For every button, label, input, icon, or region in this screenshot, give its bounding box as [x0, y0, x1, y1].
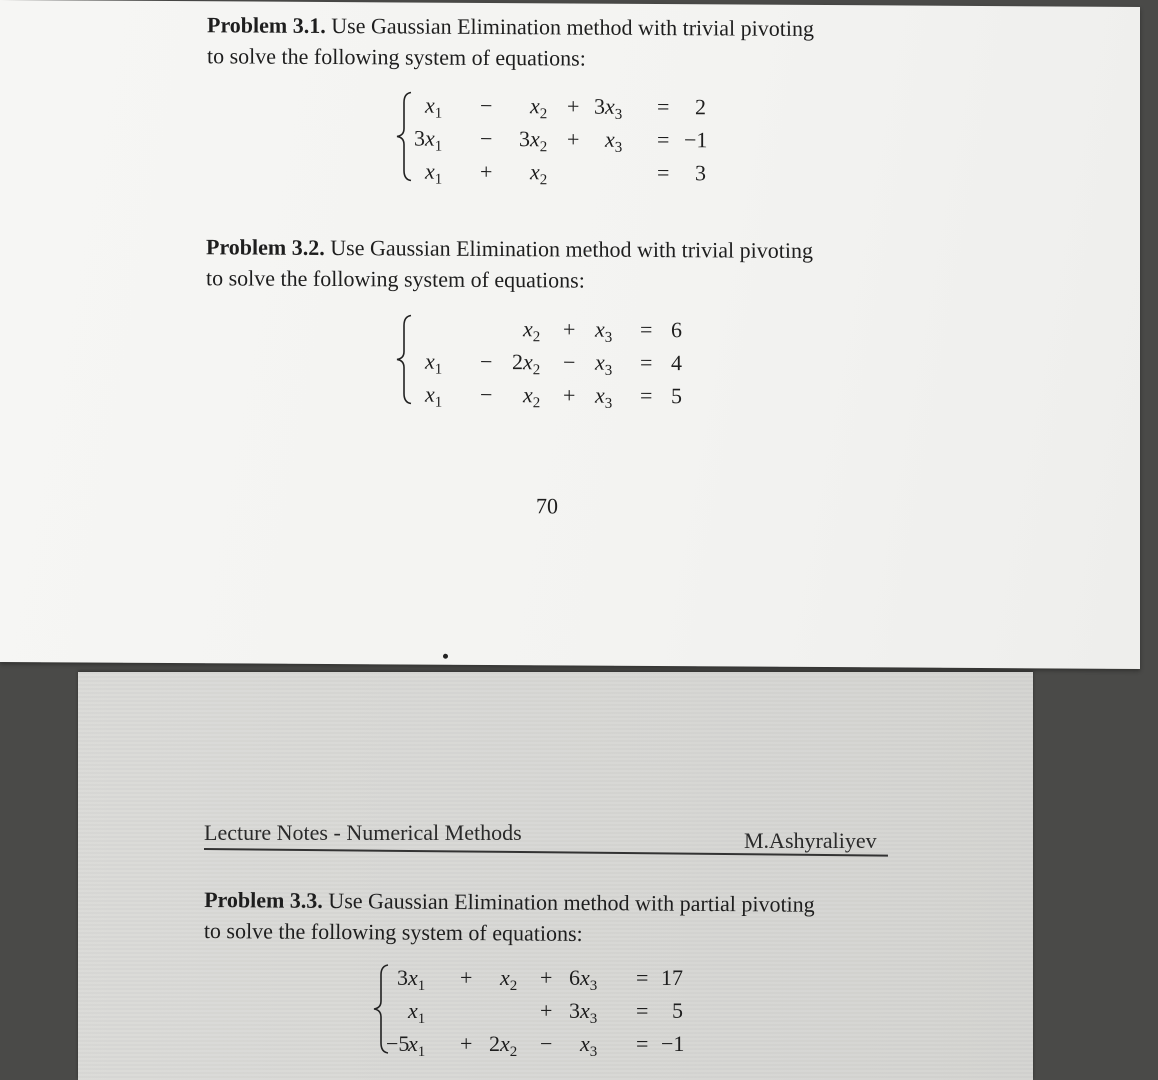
variable-x1 — [425, 159, 442, 189]
dust-speck — [443, 654, 448, 659]
variable-letter: x — [523, 382, 533, 408]
coefficient: 3 — [414, 125, 425, 151]
operator: + — [563, 382, 576, 408]
variable-letter: x — [530, 159, 540, 185]
operator: − — [480, 381, 493, 408]
operator: − — [480, 92, 493, 119]
variable-letter: x — [595, 382, 605, 408]
variable-x2 — [523, 382, 540, 412]
variable-subscript: 2 — [539, 106, 548, 123]
operator: + — [567, 93, 580, 119]
variable-subscript: 2 — [509, 1044, 518, 1060]
variable-subscript: 1 — [434, 171, 443, 188]
variable-letter: x — [530, 126, 540, 152]
variable-x2 — [530, 93, 547, 123]
variable-letter: x — [425, 348, 435, 374]
problem-3-1-equation-system — [395, 90, 725, 192]
variable-x2 — [523, 316, 540, 346]
right-hand-side: −1 — [684, 127, 708, 153]
operator: − — [563, 349, 576, 375]
variable-subscript: 3 — [589, 978, 598, 994]
right-hand-side: 5 — [671, 383, 682, 409]
variable-subscript: 1 — [434, 361, 443, 378]
variable-letter: x — [408, 965, 418, 990]
variable-letter: x — [580, 965, 590, 990]
equation-row — [395, 158, 725, 190]
equation-row — [395, 92, 725, 124]
variable-x3 — [580, 965, 597, 995]
variable-subscript: 3 — [589, 1011, 598, 1027]
running-header-right: M.Ashyraliyev — [744, 828, 877, 853]
right-hand-side: 2 — [695, 94, 706, 120]
variable-subscript: 3 — [604, 362, 613, 379]
problem-3-3-equation-system — [372, 963, 712, 1063]
variable-x3 — [605, 127, 622, 157]
variable-subscript: 2 — [509, 978, 518, 994]
variable-subscript: 2 — [532, 395, 541, 412]
equation-row — [395, 125, 725, 157]
variable-subscript: 3 — [614, 139, 623, 156]
equation-row — [372, 998, 712, 1028]
variable-x2 — [500, 965, 517, 995]
variable-subscript: 2 — [532, 329, 541, 346]
variable-subscript: 3 — [614, 106, 623, 123]
operator: + — [563, 316, 576, 342]
coefficient: −5 — [386, 1031, 410, 1056]
document-page-71 — [78, 672, 1033, 1080]
equation-row — [372, 1031, 712, 1061]
problem-3-3-heading: Problem 3.3. — [204, 887, 323, 913]
variable-letter: x — [595, 316, 605, 342]
problem-3-1-line2: to solve the following system of equations: — [207, 43, 586, 71]
equation-row — [395, 315, 695, 347]
variable-x1 — [408, 965, 425, 995]
coefficient: 6 — [569, 965, 580, 990]
variable-subscript: 3 — [604, 395, 613, 412]
variable-letter: x — [523, 316, 533, 342]
problem-3-3-statement — [204, 884, 815, 951]
variable-letter: x — [425, 125, 435, 151]
variable-letter: x — [605, 126, 615, 152]
variable-x3 — [580, 998, 597, 1028]
variable-x2 — [500, 1031, 517, 1061]
right-hand-side: 4 — [671, 350, 682, 376]
equals-sign: = — [636, 1031, 649, 1056]
problem-3-2-heading: Problem 3.2. — [206, 234, 325, 260]
right-hand-side: 17 — [661, 965, 683, 990]
variable-subscript: 3 — [604, 329, 613, 346]
variable-x2 — [530, 126, 547, 156]
coefficient: 2 — [512, 349, 523, 375]
problem-3-3-line1: Use Gaussian Elimination method with partial pivoting — [328, 887, 815, 917]
variable-subscript: 1 — [417, 1044, 426, 1060]
variable-letter: x — [500, 965, 510, 990]
equals-sign: = — [636, 965, 649, 990]
coefficient: 3 — [594, 93, 605, 119]
problem-3-3-line2: to solve the following system of equations: — [203, 917, 583, 946]
page-number: 70 — [536, 493, 558, 519]
coefficient: 3 — [519, 126, 530, 152]
operator: + — [540, 965, 553, 990]
problem-3-1-line1: Use Gaussian Elimination method with trivial pivoting — [331, 13, 814, 41]
variable-subscript: 1 — [417, 1011, 426, 1027]
problem-3-1-heading: Problem 3.1. — [207, 12, 326, 38]
variable-letter: x — [500, 1031, 510, 1056]
equals-sign: = — [640, 316, 653, 342]
variable-subscript: 2 — [539, 139, 548, 156]
variable-subscript: 1 — [417, 978, 426, 994]
operator: + — [540, 998, 553, 1023]
operator: − — [540, 1031, 553, 1056]
variable-x1 — [425, 349, 442, 379]
variable-subscript: 2 — [532, 362, 541, 379]
variable-subscript: 1 — [434, 138, 443, 155]
variable-letter: x — [425, 158, 435, 184]
variable-x1 — [425, 93, 442, 123]
operator: + — [480, 158, 493, 185]
variable-letter: x — [425, 92, 435, 118]
variable-subscript: 3 — [589, 1044, 598, 1060]
variable-x1 — [425, 382, 442, 412]
problem-3-2-line2: to solve the following system of equations: — [206, 265, 585, 293]
equation-row — [395, 381, 695, 413]
right-hand-side: 6 — [671, 317, 682, 343]
equals-sign: = — [640, 382, 653, 408]
right-hand-side: −1 — [661, 1031, 685, 1056]
right-hand-side: 5 — [672, 998, 683, 1023]
variable-letter: x — [580, 1031, 590, 1056]
problem-3-2-statement — [206, 231, 813, 297]
variable-x2 — [530, 159, 547, 189]
variable-x2 — [523, 349, 540, 379]
coefficient: 3 — [397, 965, 408, 990]
variable-letter: x — [580, 998, 590, 1023]
operator: − — [480, 348, 493, 375]
variable-subscript: 1 — [434, 105, 443, 122]
operator: + — [460, 1031, 473, 1056]
coefficient: 3 — [569, 998, 580, 1023]
variable-letter: x — [523, 349, 533, 375]
equals-sign: = — [657, 160, 670, 186]
variable-letter: x — [408, 998, 418, 1023]
variable-subscript: 1 — [434, 394, 443, 411]
variable-letter: x — [425, 381, 435, 407]
equals-sign: = — [640, 349, 653, 375]
variable-x3 — [580, 1031, 597, 1061]
variable-letter: x — [408, 1031, 418, 1056]
variable-x3 — [595, 350, 612, 380]
variable-letter: x — [530, 93, 540, 119]
operator: − — [480, 125, 493, 152]
operator: + — [460, 965, 473, 990]
coefficient: 2 — [489, 1031, 500, 1056]
variable-letter: x — [605, 93, 615, 119]
running-header-left: Lecture Notes - Numerical Methods — [204, 820, 522, 845]
variable-x1 — [425, 126, 442, 156]
operator: + — [567, 126, 580, 152]
variable-x1 — [408, 998, 425, 1028]
problem-3-2-line1: Use Gaussian Elimination method with trivial pivoting — [330, 235, 813, 263]
variable-subscript: 2 — [539, 172, 548, 189]
problem-3-1-statement — [207, 9, 814, 75]
variable-x1 — [408, 1031, 425, 1061]
equation-row — [372, 965, 712, 995]
variable-x3 — [595, 317, 612, 347]
problem-3-2-equation-system — [395, 313, 695, 415]
equation-row — [395, 348, 695, 380]
equals-sign: = — [636, 998, 649, 1023]
equals-sign: = — [657, 127, 670, 153]
equals-sign: = — [657, 94, 670, 120]
variable-letter: x — [595, 349, 605, 375]
variable-x3 — [595, 383, 612, 413]
right-hand-side: 3 — [695, 160, 706, 186]
variable-x3 — [605, 94, 622, 124]
